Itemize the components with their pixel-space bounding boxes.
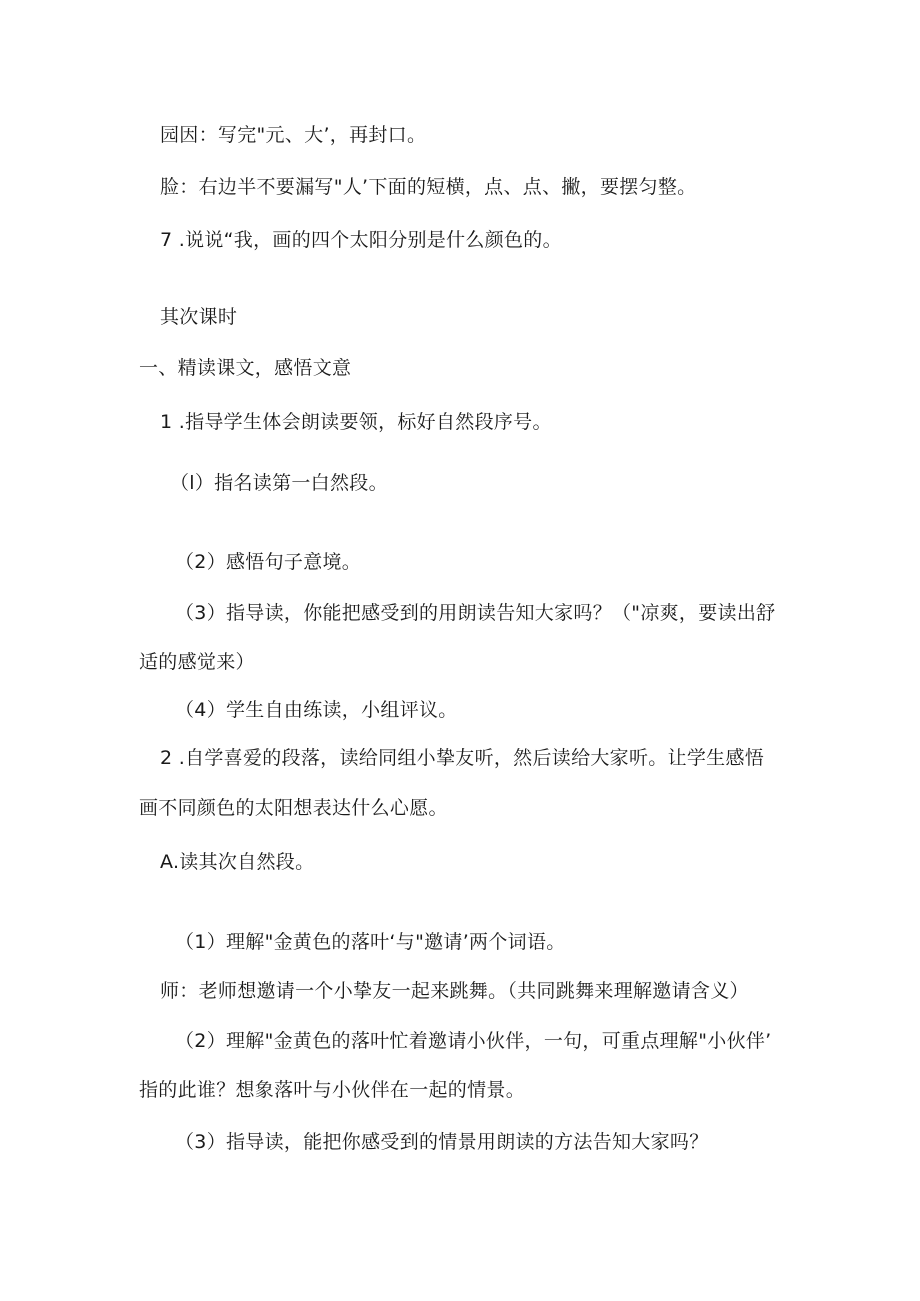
text-line: （1）理解"金黄色的落叶‘与"邀请’两个词语。: [175, 931, 566, 953]
text-line: （4）学生自由练读，小组评议。: [175, 699, 458, 721]
text-line: 脸：右边半不要漏写"人’下面的短横，点、点、撇，要摆匀整。: [160, 176, 697, 198]
text-line: 画不同颜色的太阳想表达什么心愿。: [139, 797, 448, 819]
text-line: （l）指名读第一白然段。: [170, 472, 388, 494]
text-line: 指的此谁？想象落叶与小伙伴在一起的情景。: [139, 1079, 526, 1101]
section-heading: 一、精读课文，感悟文意: [139, 357, 352, 379]
text-line: 1 .指导学生体会朗读要领，标好自然段序号。: [160, 411, 552, 433]
text-line: 2 .自学喜爱的段落，读给同组小挚友听，然后读给大家听。让学生感悟: [160, 747, 765, 769]
text-line: （2）感悟句子意境。: [175, 551, 362, 573]
text-line: 适的感觉来）: [139, 651, 255, 673]
text-line: A.读其次自然段。: [160, 851, 315, 873]
text-line: （2）理解"金黄色的落叶忙着邀请小伙伴，一句，可重点理解"小伙伴’: [175, 1030, 772, 1052]
text-line: 7 .说说“我，画的四个太阳分别是什么颜色的。: [160, 229, 562, 251]
text-line: （3）指导读，能把你感受到的情景用朗读的方法告知大家吗？: [175, 1131, 709, 1153]
text-line: （3）指导读，你能把感受到的用朗读告知大家吗？（"凉爽，要读出舒: [175, 602, 776, 624]
section-heading: 其次课时: [160, 306, 238, 328]
text-line: 园因：写完"元、大’，再封口。: [160, 124, 427, 146]
text-line: 师：老师想邀请一个小挚友一起来跳舞。（共同跳舞来理解邀请含义）: [160, 980, 749, 1002]
